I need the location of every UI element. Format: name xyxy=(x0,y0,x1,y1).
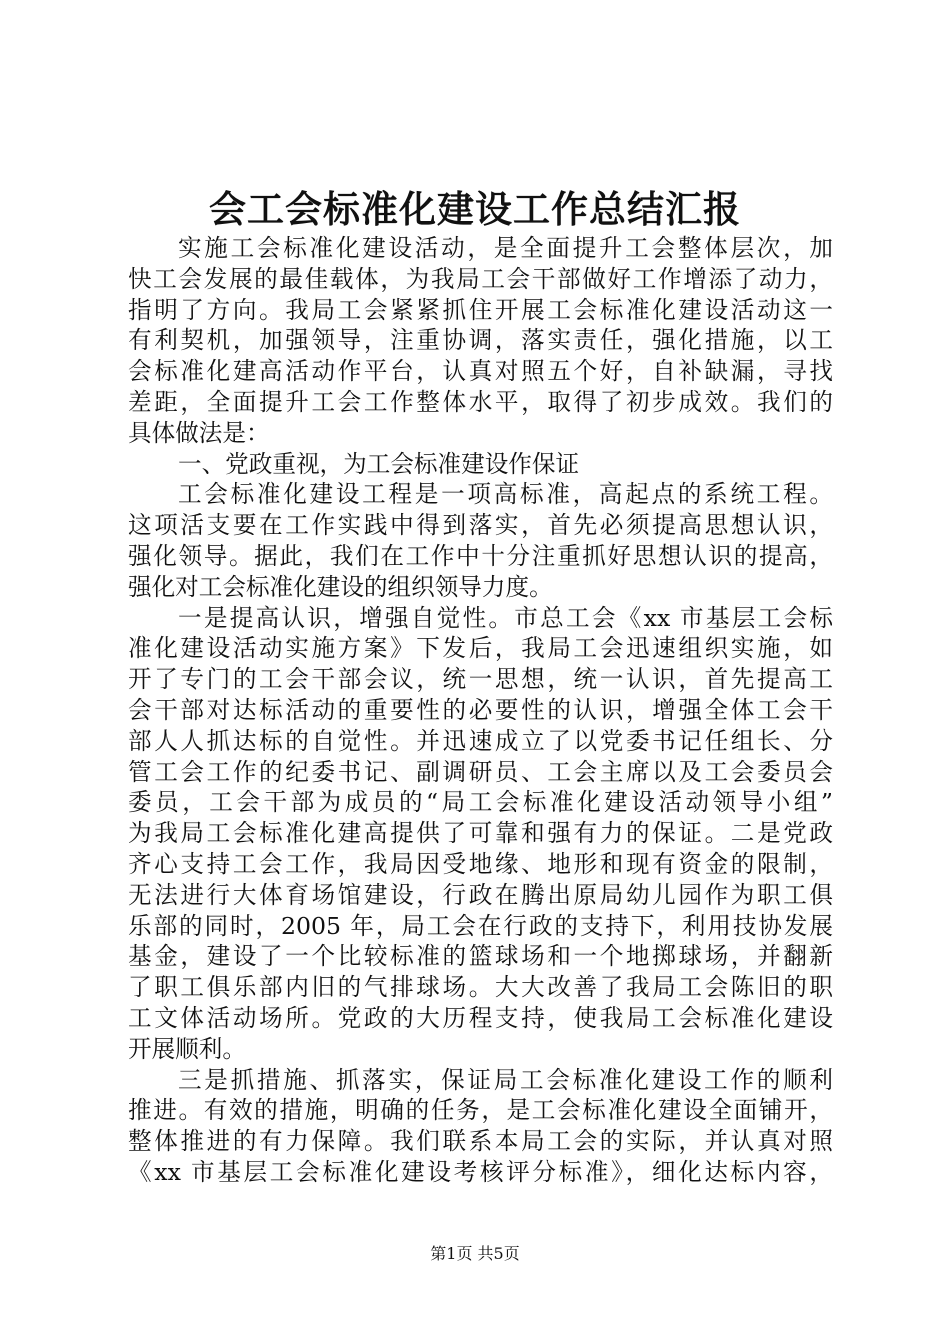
body-line: 工会标准化建设工程是一项高标准，高起点的系统工程。 xyxy=(178,480,833,509)
body-line: 乐部的同时，2005 年，局工会在行政的支持下，利用技协发展 xyxy=(128,911,833,940)
body-line: 实施工会标准化建设活动，是全面提升工会整体层次，加 xyxy=(178,234,833,262)
body-line: 为我局工会标准化建高提供了可靠和强有力的保证。二是党政 xyxy=(128,819,833,848)
body-line: 指明了方向。我局工会紧紧抓住开展工会标准化建设活动这一 xyxy=(128,295,833,324)
body-line: 无法进行大体育场馆建设，行政在腾出原局幼儿园作为职工俱 xyxy=(128,880,833,909)
body-line: 了职工俱乐部内旧的气排球场。大大改善了我局工会陈旧的职 xyxy=(128,973,833,1002)
body-line: 管工会工作的纪委书记、副调研员、工会主席以及工会委员会 xyxy=(128,757,833,786)
body-line: 推进。有效的措施，明确的任务，是工会标准化建设全面铺开， xyxy=(128,1096,833,1125)
body-line: 开展顺利。 xyxy=(128,1034,246,1063)
body-line: 三是抓措施、抓落实，保证局工会标准化建设工作的顺利 xyxy=(178,1065,833,1094)
body-line: 强化对工会标准化建设的组织领导力度。 xyxy=(128,572,553,601)
body-line: 齐心支持工会工作，我局因受地缘、地形和现有资金的限制， xyxy=(128,849,833,878)
body-line: 会干部对达标活动的重要性的必要性的认识，增强全体工会干 xyxy=(128,695,833,724)
body-line: 开了专门的工会干部会议，统一思想，统一认识，首先提高工 xyxy=(128,665,833,694)
body-line: 整体推进的有力保障。我们联系本局工会的实际，并认真对照 xyxy=(128,1127,833,1156)
body-line: 强化领导。据此，我们在工作中十分注重抓好思想认识的提高， xyxy=(128,541,833,570)
body-line: 一是提高认识，增强自觉性。市总工会《xx 市基层工会标 xyxy=(178,603,833,632)
document-body xyxy=(128,233,833,1188)
body-line: 工文体活动场所。党政的大历程支持，使我局工会标准化建设 xyxy=(128,1003,833,1032)
body-line: 准化建设活动实施方案》下发后，我局工会迅速组织实施，如 xyxy=(128,634,833,663)
body-line: 这项活支要在工作实践中得到落实，首先必须提高思想认识， xyxy=(128,511,833,540)
body-line: 快工会发展的最佳载体，为我局工会干部做好工作增添了动力， xyxy=(128,264,833,293)
body-line: 会标准化建高活动作平台，认真对照五个好，自补缺漏，寻找 xyxy=(128,357,833,386)
body-line: 基金，建设了一个比较标准的篮球场和一个地掷球场，并翻新 xyxy=(128,942,833,971)
body-line: 一、党政重视，为工会标准建设作保证 xyxy=(178,449,580,478)
body-line: 部人人抓达标的自觉性。并迅速成立了以党委书记任组长、分 xyxy=(128,726,833,755)
body-line: 具体做法是： xyxy=(128,418,270,447)
document-title: 会工会标准化建设工作总结汇报 xyxy=(209,187,741,231)
body-line: 有利契机，加强领导，注重协调，落实责任，强化措施，以工 xyxy=(128,326,833,355)
page-footer: 第1页 共5页 xyxy=(430,1244,520,1263)
body-line: 委员，工会干部为成员的“局工会标准化建设活动领导小组” xyxy=(128,788,833,817)
body-line: 《xx 市基层工会标准化建设考核评分标准》，细化达标内容， xyxy=(128,1157,833,1186)
body-line: 差距，全面提升工会工作整体水平，取得了初步成效。我们的 xyxy=(128,387,833,416)
